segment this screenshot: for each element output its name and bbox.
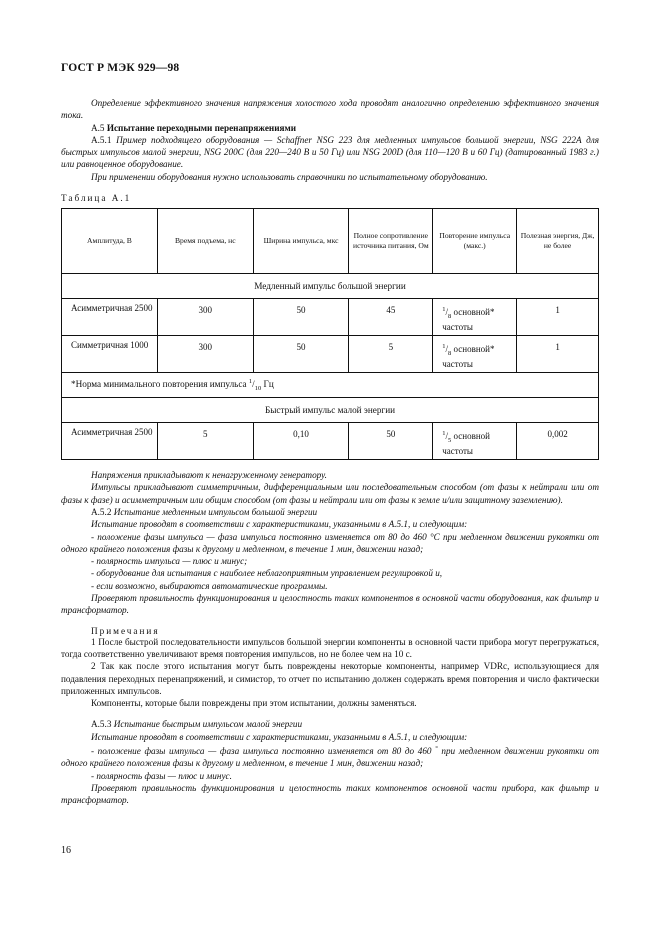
section-a51-paragraph — [61, 134, 599, 171]
table-caption: Таблица А.1 — [61, 193, 132, 204]
cell-pulse-width: 0,10 — [253, 423, 349, 460]
table-row — [62, 336, 599, 373]
section-a5-title: Испытание переходными перенапряжениями — [106, 122, 297, 133]
table-footnote — [62, 373, 599, 398]
table-a1 — [61, 208, 599, 460]
cell-pulse-width: 50 — [253, 299, 349, 336]
section-a51-note: При применении оборудования нужно использовать справочники по испытательному оборудованию. — [91, 171, 488, 182]
fraction: $^1/_5$ — [442, 430, 452, 444]
page-number: 16 — [61, 845, 71, 856]
note-3: Компоненты, которые были повреждены при этом испытании, должны заменяться. — [91, 698, 417, 709]
section-a52-bullet: - оборудование для испытания с наиболее неблагоприятным управлением регулировкой и, — [91, 568, 443, 579]
bullet-text-end: при медленном движении рукоятки от одного крайнего положения фазы к другому и медленном, в течение 1 мин, движении назад; — [61, 746, 599, 769]
header-energy: Полезная энергия, Дж, не более — [517, 209, 599, 274]
cell-energy: 1 — [517, 336, 599, 373]
header-repetition: Повторение импульса (макс.) — [433, 209, 517, 274]
document-header: ГОСТ Р МЭК 929—98 — [61, 62, 180, 74]
document-page — [61, 62, 599, 807]
section-a52-number: А.5.2 — [91, 506, 112, 517]
section-a5-number: А.5 — [91, 122, 105, 133]
section-a53-bullet — [61, 743, 599, 770]
footnote-unit: Гц — [261, 379, 274, 390]
fraction: $^1/_8$ — [442, 343, 452, 357]
intro-paragraph: Определение эффективного значения напряжения холостого хода проводят аналогично определению эффективного значения тока. — [61, 98, 599, 121]
cell-amplitude: Асимметричная 2500 — [62, 423, 158, 460]
section-a52-bullet: - если возможно, выбираются автоматические программы. — [91, 580, 328, 591]
section-a52-intro: Испытание проводят в соответствии с характеристиками, указанными в А.5.1, и следующим: — [91, 519, 468, 530]
cell-repetition — [433, 336, 517, 373]
section-a53-intro: Испытание проводят в соответствии с характеристиками, указанными в А.5.1, и следующим: — [91, 731, 468, 742]
table-band-row — [62, 274, 599, 299]
section-a53-conclusion: Проверяют правильность функционирования и целостность таких компонентов основной части прибора, как фильтр и трансформатор. — [61, 782, 599, 806]
bullet-text-start: - положение фазы импульса — фаза импульса постоянно изменяется от 80 до 460 — [91, 746, 436, 757]
table-note-row — [62, 373, 599, 398]
cell-energy: 0,002 — [517, 423, 599, 460]
header-rise-time: Время подъема, нс — [157, 209, 253, 274]
after-table-paragraph-2: Импульсы прикладывают симметричным, дифференциальным или последовательным способом (от фазы к нейтрали или от фазы к фазе) и асимметричным или общим способом (от фазы и нейтрали или от фазы к земле и/или защитному заземлению). — [61, 482, 599, 505]
band-fast-pulse: Быстрый импульс малой энергии — [62, 398, 599, 423]
notes-title: Примечания — [91, 625, 160, 636]
cell-rise-time: 5 — [157, 423, 253, 460]
fraction-numerator: 1 — [442, 430, 446, 438]
fraction-numerator: 1 — [248, 378, 253, 386]
section-a52-bullet: - полярность импульса — плюс и минус; — [91, 556, 248, 567]
section-a52-bullet: - положение фазы импульса — фаза импульса постоянно изменяется от 80 до 460 °С при медленном движении рукоятки от одного крайнего положения фазы к другому и медленном, в течение 1 мин, движении назад; — [61, 531, 599, 554]
table-row — [62, 299, 599, 336]
cell-impedance: 50 — [349, 423, 433, 460]
cell-rise-time: 300 — [157, 336, 253, 373]
fraction-denominator: 8 — [448, 312, 452, 320]
repetition-text: основной* частоты — [442, 307, 495, 332]
section-a53-heading — [61, 718, 599, 730]
cell-amplitude: Асимметричная 2500 — [62, 299, 158, 336]
fraction: $^1/_{10}$ — [248, 378, 262, 393]
section-a52-conclusion: Проверяют правильность функционирования и целостность таких компонентов в основной части оборудования, как фильтр и трансформатор. — [61, 593, 599, 616]
cell-repetition — [433, 299, 517, 336]
footnote-text: *Норма минимального повторения импульса — [71, 379, 249, 390]
degree-sign: ° — [435, 745, 438, 753]
after-table-paragraph-1: Напряжения прикладывают к ненагруженному генератору. — [91, 470, 327, 481]
cell-impedance: 5 — [349, 336, 433, 373]
table-band-row — [62, 398, 599, 423]
fraction-denominator: 5 — [448, 436, 452, 444]
section-a51-text: Пример подходящего оборудования — Schaffner NSG 223 для медленных импульсов большой энергии, NSG 222A для быстрых импульсов малой энергии, NSG 200C (для 220—240 В и 50 Гц) или NSG 200D (для 110—120 В и 60 Гц) (датированный 1983 г.) или равноценное оборудование. — [61, 134, 599, 170]
fraction-denominator: 8 — [448, 349, 452, 357]
repetition-text: основной частоты — [442, 431, 490, 456]
cell-pulse-width: 50 — [253, 336, 349, 373]
fraction: $^1/_8$ — [442, 306, 452, 320]
band-slow-pulse: Медленный импульс большой энергии — [62, 274, 599, 299]
cell-amplitude: Симметричная 1000 — [62, 336, 158, 373]
header-impedance: Полное сопротивление источника питания, Ом — [349, 209, 433, 274]
section-a52-title: Испытание медленным импульсом большой энергии — [113, 506, 318, 517]
section-a51-number: А.5.1 — [91, 134, 112, 145]
header-amplitude: Амплитуда, В — [62, 209, 158, 274]
section-a53-bullet: - полярность фазы — плюс и минус. — [91, 770, 232, 781]
section-a53-number: А.5.3 — [91, 719, 112, 730]
cell-energy: 1 — [517, 299, 599, 336]
fraction-numerator: 1 — [442, 343, 446, 351]
section-a53-title: Испытание быстрым импульсом малой энергии — [113, 719, 303, 730]
cell-impedance: 45 — [349, 299, 433, 336]
repetition-text: основной* частоты — [442, 344, 495, 369]
section-a5-heading — [61, 122, 599, 134]
cell-repetition — [433, 423, 517, 460]
note-1: 1 После быстрой последовательности импульсов большой энергии компоненты в основной части прибора могут перегружаться, тогда соответственно увеличивают время повторения импульсов, но не более чем на 10 с. — [61, 636, 599, 659]
header-pulse-width: Ширина импульса, мкс — [253, 209, 349, 274]
table-header-row — [62, 209, 599, 274]
note-2: 2 Так как после этого испытания могут быть повреждены некоторые компоненты, например VDRc, использующиеся для подавления переходных перенапряжений, и симистор, то отчет по испытанию должен содержать время повторения и число фактически приложенных импульсов. — [61, 661, 599, 696]
section-a52-heading — [61, 506, 599, 518]
fraction-numerator: 1 — [442, 306, 446, 314]
cell-rise-time: 300 — [157, 299, 253, 336]
fraction-denominator: 10 — [254, 385, 262, 393]
table-row — [62, 423, 599, 460]
